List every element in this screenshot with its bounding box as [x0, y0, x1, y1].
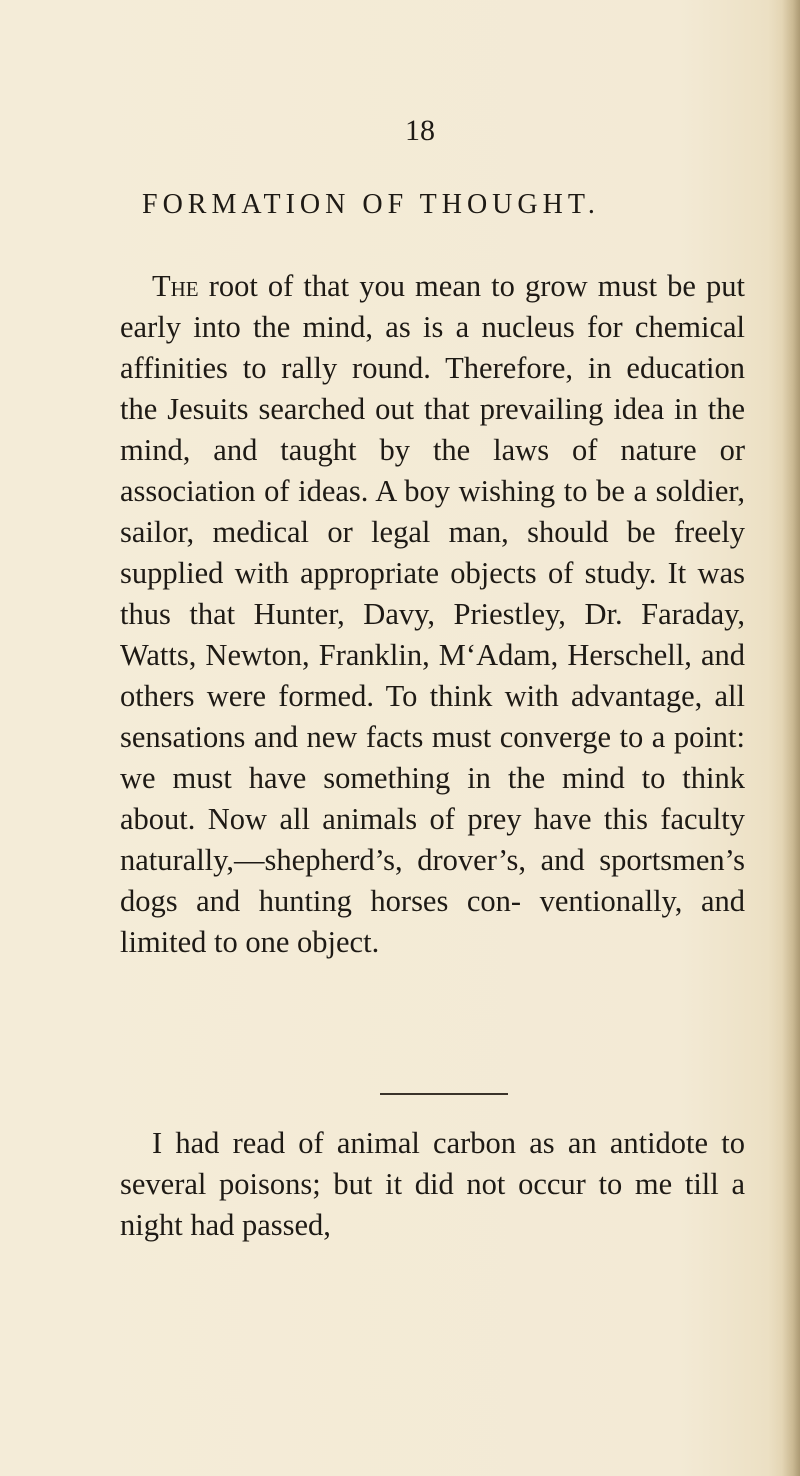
section-heading: FORMATION OF THOUGHT.: [142, 189, 600, 220]
paragraph-1-text: root of that you mean to grow must be put early into the mind, as is a nucleus for chemical affinities to rally round. Therefore, in education the Jesuits searched out that prevailing idea in the mind, and taught by the laws of nature or association of ideas. A boy wishing to be a soldier, sailor, medical or legal man, should be freely supplied with appropriate objects of study. It was thus that Hunter, Davy, Priestley, Dr. Faraday, Watts, Newton, Franklin, M‘Adam, Herschell, and others were formed. To think with advantage, all sensations and new facts must converge to a point: we must have something in the mind to think about. Now all animals of prey have this faculty naturally,—shepherd’s, drover’s, and sportsmen’s dogs and hunting horses con- ventionally, and limited to one object.: [120, 269, 745, 959]
page-number: 18: [405, 114, 435, 147]
section-divider: [380, 1093, 508, 1095]
paragraph-2: [120, 1123, 745, 1246]
paragraph-1: [120, 266, 745, 963]
paragraph-1-first-word: The: [152, 269, 199, 303]
paragraph-2-text: I had read of animal carbon as an antidote to several poisons; but it did not occur to me till a night had passed,: [120, 1126, 745, 1242]
page-edge-shadow: [782, 0, 800, 1476]
